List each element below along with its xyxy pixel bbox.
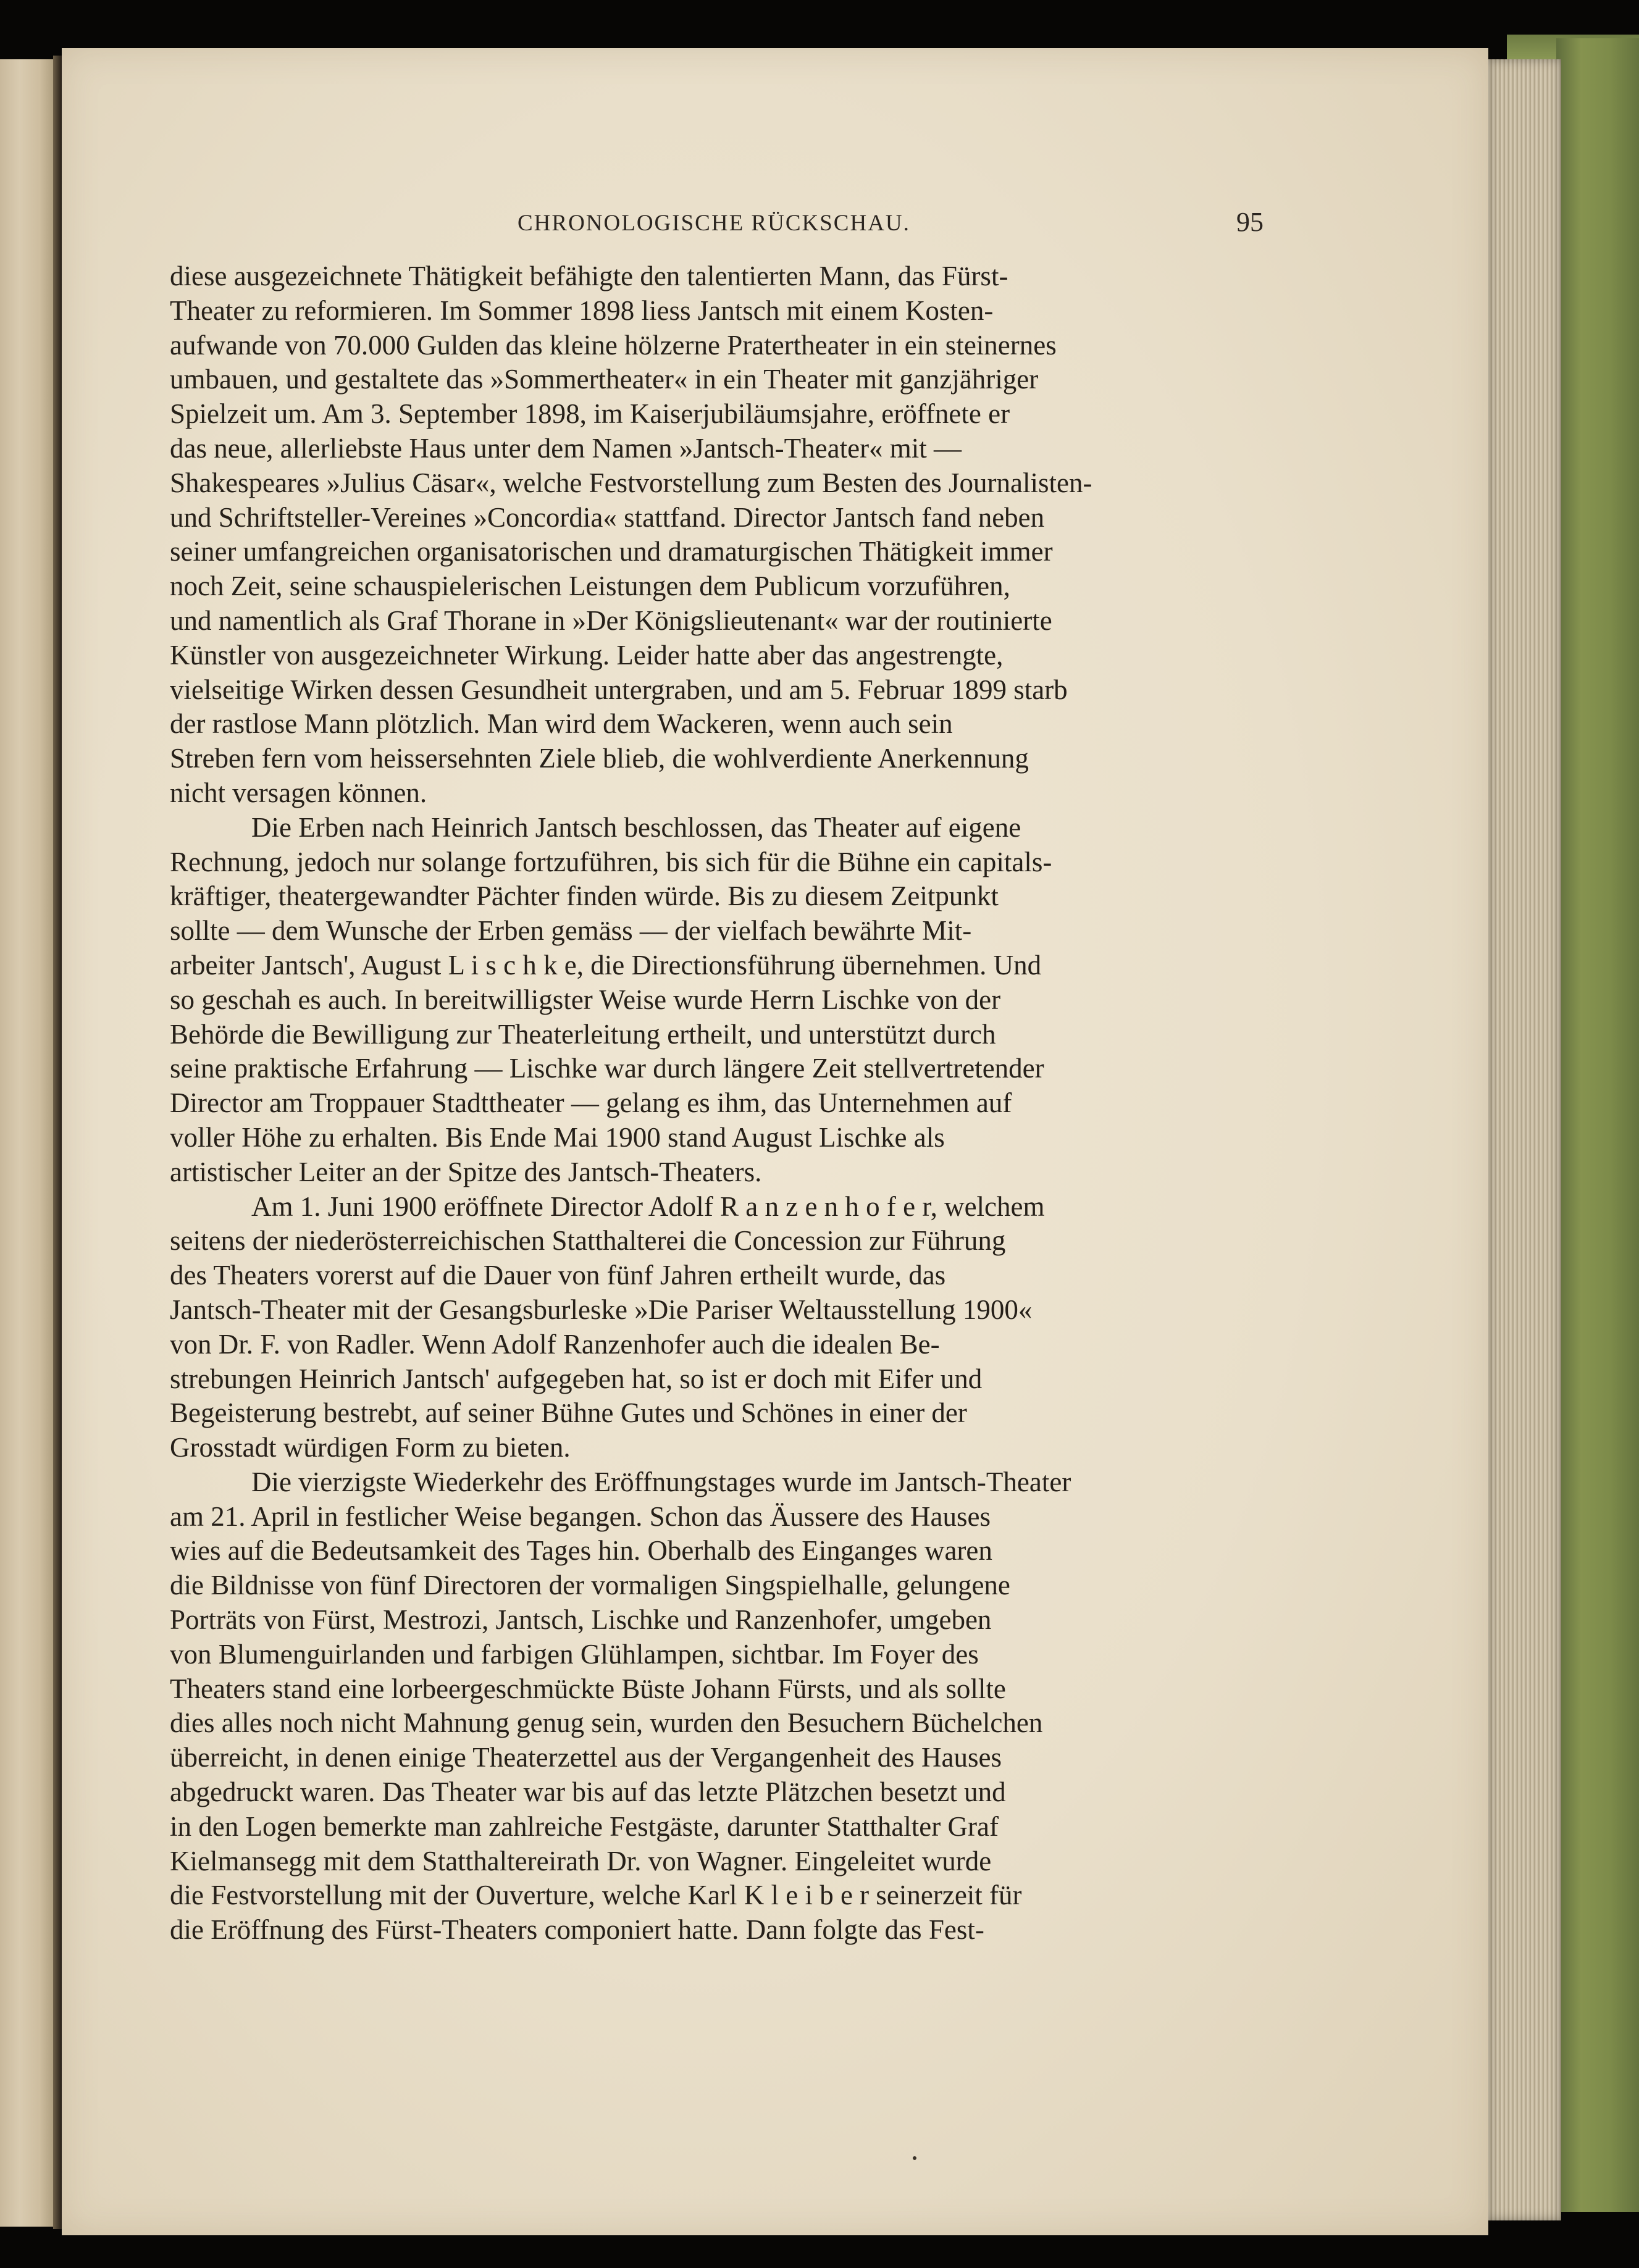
text-line: diese ausgezeichnete Thätigkeit befähigte den talentierten Mann, das Fürst- <box>170 261 1008 291</box>
text-line: von Blumenguirlanden und farbigen Glühlampen, sichtbar. Im Foyer des <box>170 1638 979 1670</box>
text-line: Behörde die Bewilligung zur Theaterleitung ertheilt, und unterstützt durch <box>170 1018 996 1050</box>
text-line: arbeiter Jantsch', August L i s c h k e, die Directionsführung übernehmen. Und <box>170 949 1042 981</box>
text-line: Die vierzigste Wiederkehr des Eröffnungstages wurde im Jantsch-Theater <box>251 1466 1071 1497</box>
text-line: Am 1. Juni 1900 eröffnete Director Adolf R a n z e n h o f e r, welchem <box>251 1190 1045 1222</box>
text-line: von Dr. F. von Radler. Wenn Adolf Ranzenhofer auch die idealen Be- <box>170 1328 940 1360</box>
green-cloth-cover <box>1556 38 1639 2212</box>
text-line: dies alles noch nicht Mahnung genug sein, wurden den Besuchern Büchelchen <box>170 1707 1043 1739</box>
text-line: strebungen Heinrich Jantsch' aufgegeben hat, so ist er doch mit Eifer und <box>170 1363 983 1394</box>
text-line: umbauen, und gestaltete das »Sommertheater« in ein Theater mit ganzjähriger <box>170 364 1039 395</box>
text-line: Theater zu reformieren. Im Sommer 1898 liess Jantsch mit einem Kosten- <box>170 295 994 326</box>
text-line: das neue, allerliebste Haus unter dem Namen »Jantsch-Theater« mit — <box>170 432 962 464</box>
text-line: sollte — dem Wunsche der Erben gemäss — der vielfach bewährte Mit- <box>170 915 972 947</box>
text-line: Director am Troppauer Stadttheater — gelang es ihm, das Unternehmen auf <box>170 1087 1012 1119</box>
text-line: artistischer Leiter an der Spitze des Jantsch-Theaters. <box>170 1156 762 1187</box>
text-line: überreicht, in denen einige Theaterzettel aus der Vergangenheit des Hauses <box>170 1742 1002 1773</box>
page-block-edges <box>1488 59 1561 2220</box>
text-line: Begeisterung bestrebt, auf seiner Bühne Gutes und Schönes in einer der <box>170 1397 967 1429</box>
text-line: Die Erben nach Heinrich Jantsch beschlossen, das Theater auf eigene <box>251 811 1021 843</box>
text-line: in den Logen bemerkte man zahlreiche Festgäste, darunter Statthalter Graf <box>170 1810 999 1842</box>
text-line: voller Höhe zu erhalten. Bis Ende Mai 1900 stand August Lischke als <box>170 1121 945 1153</box>
text-line: noch Zeit, seine schauspielerischen Leistungen dem Publicum vorzuführen, <box>170 571 1010 602</box>
text-line: Künstler von ausgezeichneter Wirkung. Leider hatte aber das angestrengte, <box>170 639 1004 671</box>
text-line: Streben fern vom heissersehnten Ziele blieb, die wohlverdiente Anerkennung <box>170 743 1029 774</box>
text-line: Theaters stand eine lorbeergeschmückte Büste Johann Fürsts, und als sollte <box>170 1673 1006 1704</box>
text-line: wies auf die Bedeutsamkeit des Tages hin. Oberhalb des Einganges waren <box>170 1535 992 1567</box>
page-number: 95 <box>1236 207 1264 237</box>
text-line: kräftiger, theatergewandter Pächter finden würde. Bis zu diesem Zeitpunkt <box>170 881 999 912</box>
text-line: seitens der niederösterreichischen Statthalterei die Concession zur Führung <box>170 1225 1006 1257</box>
text-line: seiner umfangreichen organisatorischen und dramaturgischen Thätigkeit immer <box>170 536 1053 567</box>
text-line: vielseitige Wirken dessen Gesundheit untergraben, und am 5. Februar 1899 starb <box>170 674 1068 705</box>
body-text <box>170 259 1281 1948</box>
text-line: die Bildnisse von fünf Directoren der vormaligen Singspielhalle, gelungene <box>170 1570 1010 1601</box>
text-line: am 21. April in festlicher Weise begangen. Schon das Äussere des Hauses <box>170 1500 991 1532</box>
text-line: Kielmansegg mit dem Statthaltereirath Dr. von Wagner. Eingeleitet wurde <box>170 1845 992 1877</box>
text-line: seine praktische Erfahrung — Lischke war durch längere Zeit stellvertretender <box>170 1053 1044 1084</box>
text-line: die Eröffnung des Fürst-Theaters componiert hatte. Dann folgte das Fest- <box>170 1914 984 1946</box>
text-line: Rechnung, jedoch nur solange fortzuführen, bis sich für die Bühne ein capitals- <box>170 846 1052 877</box>
left-facing-page-edge <box>0 59 57 2227</box>
text-line: Porträts von Fürst, Mestrozi, Jantsch, Lischke und Ranzenhofer, umgeben <box>170 1604 992 1636</box>
text-line: Shakespeares »Julius Cäsar«, welche Festvorstellung zum Besten des Journalisten- <box>170 467 1092 498</box>
text-line: die Festvorstellung mit der Ouverture, welche Karl K l e i b e r seinerzeit für <box>170 1880 1022 1911</box>
ink-speck <box>913 2156 916 2160</box>
text-line: der rastlose Mann plötzlich. Man wird dem Wackeren, wenn auch sein <box>170 708 953 740</box>
text-line: abgedruckt waren. Das Theater war bis auf das letzte Plätzchen besetzt und <box>170 1776 1006 1808</box>
text-line: und namentlich als Graf Thorane in »Der Königslieutenant« war der routinierte <box>170 605 1052 636</box>
text-line: aufwande von 70.000 Gulden das kleine hölzerne Pratertheater in ein steinernes <box>170 329 1057 361</box>
text-line: Grosstadt würdigen Form zu bieten. <box>170 1432 571 1463</box>
text-line: Spielzeit um. Am 3. September 1898, im Kaiserjubiläumsjahre, eröffnete er <box>170 398 1010 430</box>
text-line: Jantsch-Theater mit der Gesangsburleske »Die Pariser Weltausstellung 1900« <box>170 1294 1033 1325</box>
running-header-title: CHRONOLOGISCHE RÜCKSCHAU. <box>518 211 910 236</box>
text-line: so geschah es auch. In bereitwilligster Weise wurde Herrn Lischke von der <box>170 984 1001 1015</box>
text-line: des Theaters vorerst auf die Dauer von fünf Jahren ertheilt wurde, das <box>170 1260 946 1291</box>
text-line: und Schriftsteller-Vereines »Concordia« stattfand. Director Jantsch fand neben <box>170 501 1045 533</box>
text-line: nicht versagen können. <box>170 777 427 808</box>
